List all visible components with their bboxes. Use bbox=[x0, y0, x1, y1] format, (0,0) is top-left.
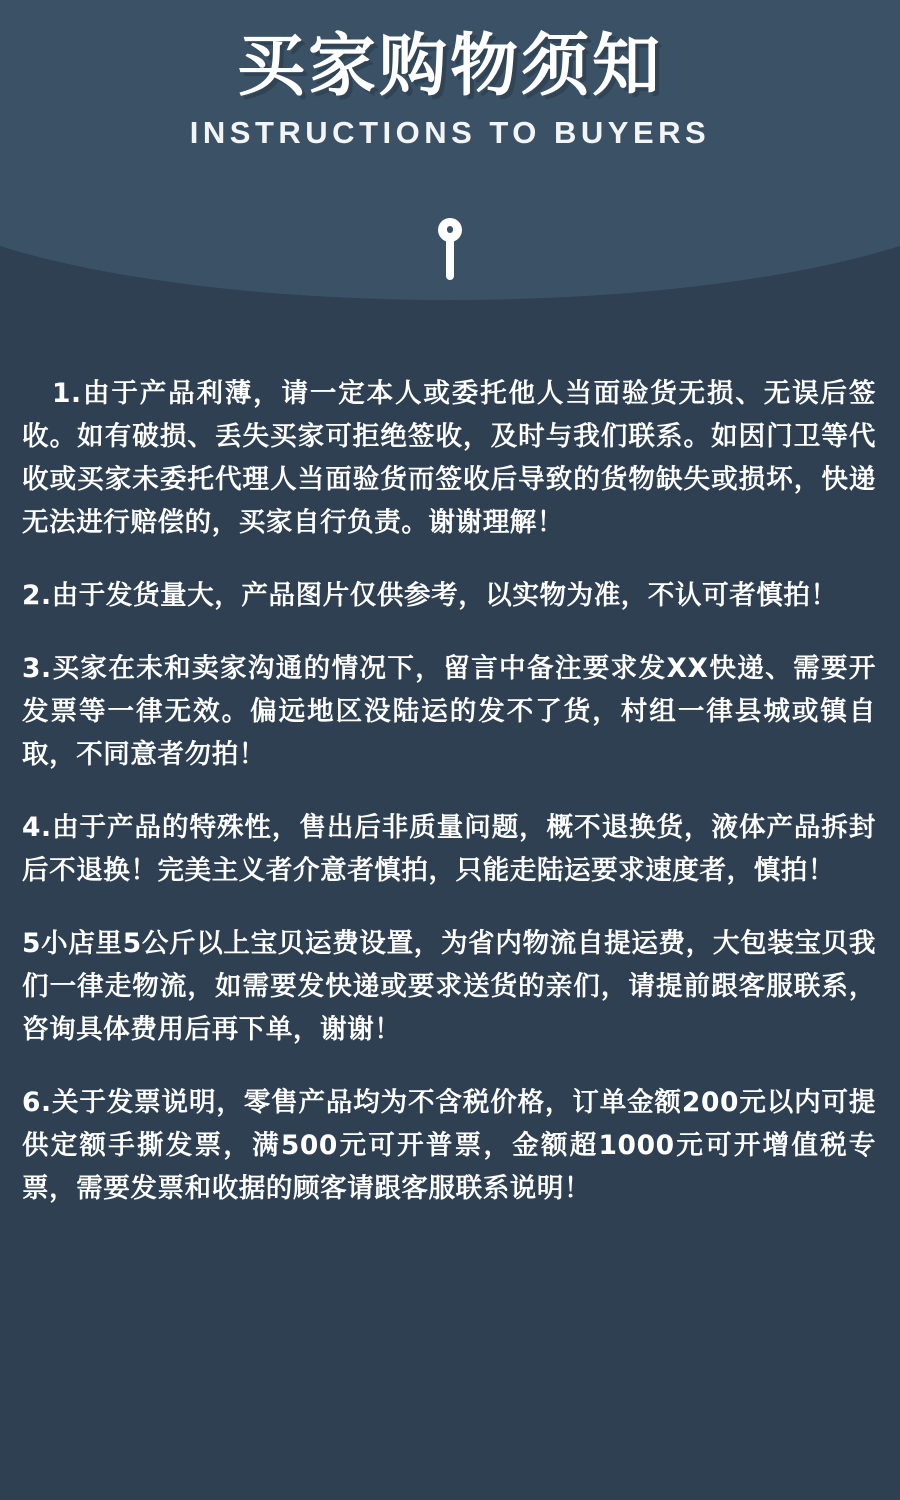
zipper-pull-hole bbox=[447, 226, 453, 233]
list-item: 5小店里5公斤以上宝贝运费设置，为省内物流自提运费，大包装宝贝我们一律走物流，如需要发快递或要求送货的亲们，请提前跟客服联系，咨询具体费用后再下单，谢谢！ bbox=[22, 928, 876, 1045]
zipper-pull-icon bbox=[437, 218, 463, 280]
list-item: 6.关于发票说明，零售产品均为不含税价格，订单金额200元以内可提供定额手撕发票，满500元可开普票，金额超1000元可开增值税专票，需要发票和收据的顾客请跟客服联系说明！ bbox=[22, 1087, 876, 1204]
page-header bbox=[0, 0, 900, 300]
list-item: 1.由于产品利薄，请一定本人或委托他人当面验货无损、无误后签收。如有破损、丢失买家可拒绝签收，及时与我们联系。如因门卫等代收或买家未委托代理人当面验货而签收后导致的货物缺失或损坏，快递无法进行赔偿的，买家自行负责。谢谢理解！ bbox=[22, 378, 876, 538]
list-item: 4.由于产品的特殊性，售出后非质量问题，概不退换货，液体产品拆封后不退换！完美主义者介意者慎拍，只能走陆运要求速度者，慎拍！ bbox=[22, 812, 876, 886]
list-item: 3.买家在未和卖家沟通的情况下，留言中备注要求发XX快递、需要开发票等一律无效。偏远地区没陆运的发不了货，村组一律县城或镇自取，不同意者勿拍！ bbox=[22, 653, 876, 770]
zipper-pull-body bbox=[446, 240, 454, 280]
page-title-en: INSTRUCTIONS TO BUYERS bbox=[189, 115, 711, 150]
list-item: 2.由于发货量大，产品图片仅供参考，以实物为准，不认可者慎拍！ bbox=[22, 580, 838, 611]
notices-list bbox=[0, 372, 900, 1210]
page-title-cn: 买家购物须知 bbox=[236, 27, 663, 106]
